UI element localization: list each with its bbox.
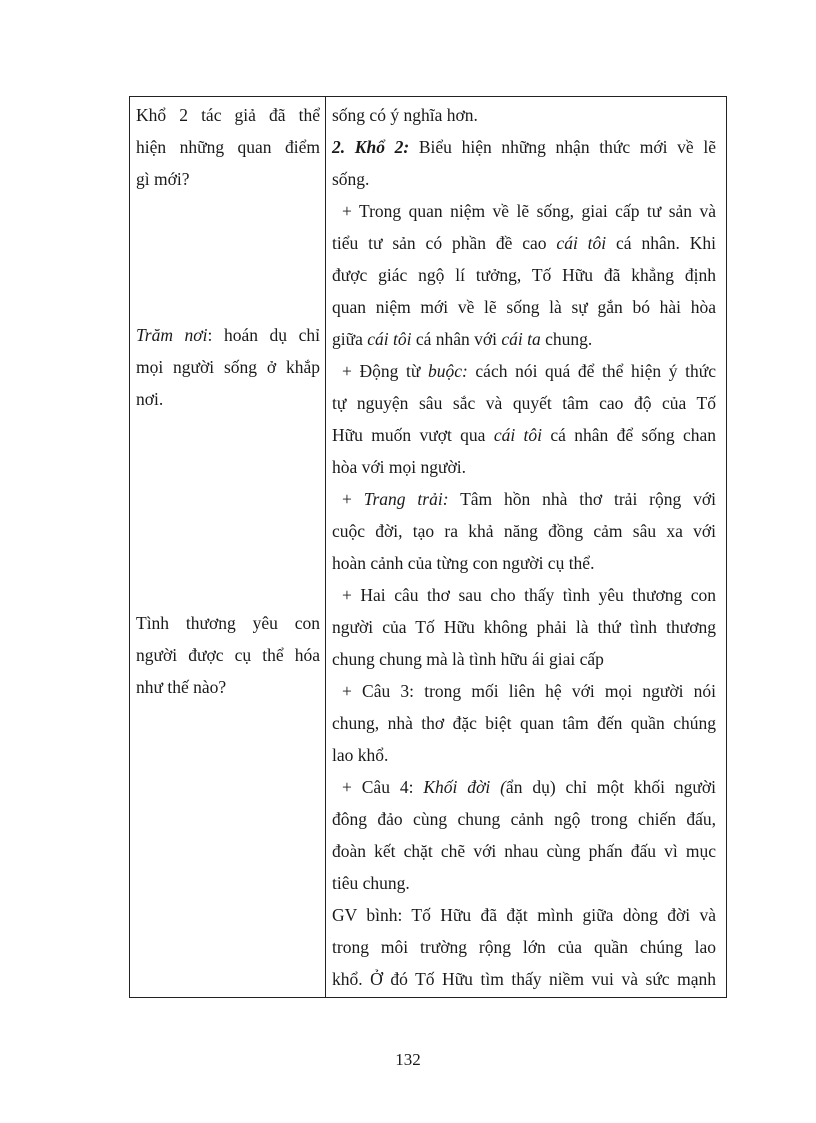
- answer-line: [332, 419, 716, 451]
- answer-line: [332, 355, 716, 387]
- question-1-line-3: gì mới?: [136, 169, 190, 189]
- answer-line: [332, 227, 716, 259]
- answer-line: người của Tố Hữu không phải là thứ tình thương: [332, 617, 716, 637]
- text-segment: Tâm hồn nhà thơ trải rộng với: [448, 489, 716, 509]
- tram-noi-term: Trăm nơi: [136, 325, 208, 345]
- question-2-line-2: người được cụ thể hóa: [136, 645, 320, 665]
- answer-line: được giác ngộ lí tưởng, Tố Hữu đã khẳng định: [332, 265, 716, 285]
- kho-2-label: 2. Khổ 2:: [332, 137, 410, 157]
- tram-noi-note-line-2: mọi người sống ở khắp: [136, 357, 320, 377]
- emphasis-term: cái tôi: [556, 233, 607, 253]
- text-segment: + Động từ: [342, 361, 428, 381]
- text-segment: Hữu muốn vượt qua: [332, 425, 494, 445]
- kho-2-heading: [332, 131, 716, 163]
- questions-column: [130, 97, 325, 997]
- answer-line: quan niệm mới về lẽ sống là sự gắn bó hài hòa: [332, 297, 716, 317]
- text-segment: cá nhân với: [411, 329, 502, 349]
- kho-2-text: Biểu hiện những nhận thức mới về lẽ: [409, 137, 716, 157]
- tram-noi-text: : hoán dụ chỉ: [207, 325, 320, 345]
- answer-line: GV bình: Tố Hữu đã đặt mình giữa dòng đời và: [332, 905, 716, 925]
- emphasis-term: cái tôi: [367, 329, 412, 349]
- answer-line: lao khổ.: [332, 745, 389, 765]
- answer-line: hòa với mọi người.: [332, 457, 466, 477]
- question-1-line-2: hiện những quan điểm: [136, 137, 320, 157]
- answer-line: cuộc đời, tạo ra khả năng đồng cảm sâu xa với: [332, 521, 716, 541]
- tram-noi-note-line-3: nơi.: [136, 389, 164, 409]
- answer-line: [332, 483, 716, 515]
- emphasis-term: cái ta: [501, 329, 541, 349]
- answer-line: hoàn cảnh của từng con người cụ thể.: [332, 553, 595, 573]
- answer-line: đông đảo cùng chung cảnh ngộ trong chiến đấu,: [332, 809, 716, 829]
- answer-line: sống.: [332, 169, 370, 189]
- answer-line: tiêu chung.: [332, 873, 410, 893]
- question-2-line-1: Tình thương yêu con: [136, 613, 320, 633]
- emphasis-term: Khối đời (: [423, 777, 506, 797]
- text-segment: cá nhân để sống chan: [542, 425, 717, 445]
- answer-line: + Trong quan niệm về lẽ sống, giai cấp tư sản và: [342, 201, 716, 221]
- answer-line: trong môi trường rộng lớn của quần chúng lao: [332, 937, 716, 957]
- emphasis-term: Trang trải:: [363, 489, 449, 509]
- answer-line: sống có ý nghĩa hơn.: [332, 105, 478, 125]
- answer-line: + Hai câu thơ sau cho thấy tình yêu thương con: [342, 585, 716, 605]
- answer-line: tự nguyện sâu sắc và quyết tâm cao độ của Tố: [332, 393, 716, 413]
- page-number: 132: [395, 1050, 421, 1069]
- answers-column: [326, 97, 726, 997]
- answer-line: + Câu 3: trong mối liên hệ với mọi người nói: [342, 681, 716, 701]
- emphasis-term: cái tôi: [493, 425, 543, 445]
- text-segment: giữa: [332, 329, 368, 349]
- tram-noi-note-line-1: [136, 319, 320, 351]
- answer-line: [332, 323, 716, 355]
- text-segment: ẩn dụ) chỉ một khối người: [505, 777, 716, 797]
- text-segment: cách nói quá để thể hiện ý thức: [467, 361, 716, 381]
- answer-line: chung chung mà là tình hữu ái giai cấp: [332, 649, 604, 669]
- text-segment: tiểu tư sản có phần đề cao: [332, 233, 557, 253]
- text-segment: cá nhân. Khi: [606, 233, 716, 253]
- answer-line: [332, 771, 716, 803]
- answer-line: khổ. Ở đó Tố Hữu tìm thấy niềm vui và sức mạnh: [332, 969, 716, 989]
- text-segment: chung.: [540, 329, 593, 349]
- question-1-line-1: Khổ 2 tác giả đã thể: [136, 105, 320, 125]
- emphasis-term: buộc:: [427, 361, 468, 381]
- text-segment: +: [342, 489, 364, 509]
- text-segment: + Câu 4:: [342, 777, 424, 797]
- answer-line: chung, nhà thơ đặc biệt quan tâm đến quần chúng: [332, 713, 716, 733]
- answer-line: đoàn kết chặt chẽ với nhau cùng phấn đấu vì mục: [332, 841, 716, 861]
- question-2-line-3: như thế nào?: [136, 677, 227, 697]
- content-table: [129, 96, 727, 998]
